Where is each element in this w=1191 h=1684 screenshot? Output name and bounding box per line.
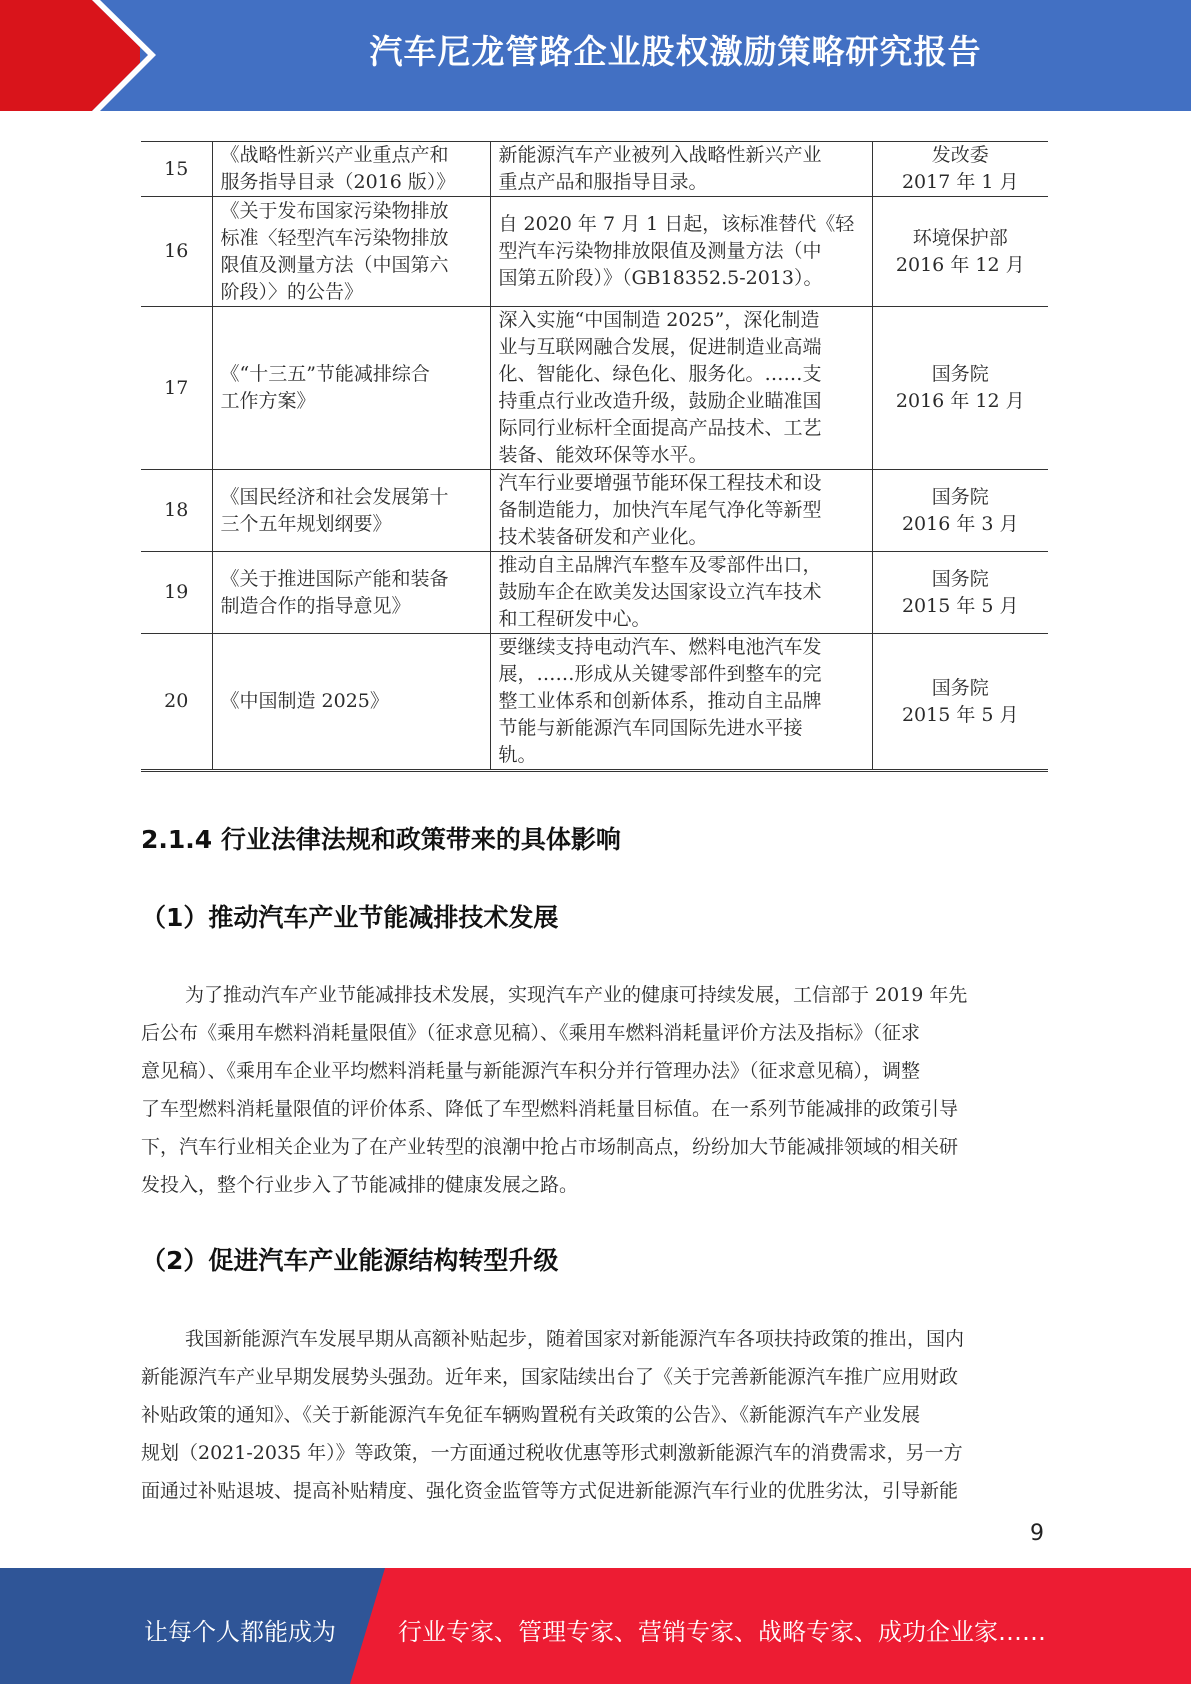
footer-slogan-left: 让每个人都能成为: [144, 1618, 336, 1646]
policy-content: 自 2020 年 7 月 1 日起，该标准替代《轻 型汽车污染物排放限值及测量方法（中 国第五阶段）》（GB18352.5-2013）。: [490, 197, 872, 307]
policy-content: 深入实施“中国制造 2025”，深化制造 业与互联网融合发展，促进制造业高端 化、智能化、绿色化、服务化。……支 持重点行业改造升级，鼓励企业瞄准国 际同行业标杆全面提高产品技术、工艺 装备、能效环保等水平。: [490, 307, 872, 470]
page-number: 9: [1030, 1521, 1044, 1546]
row-number: 17: [141, 307, 212, 470]
section-heading: 2.1.4 行业法律法规和政策带来的具体影响: [141, 825, 621, 854]
row-number: 18: [141, 470, 212, 552]
policy-name: 《战略性新兴产业重点产和 服务指导目录（2016 版）》: [212, 142, 490, 197]
page-header: [0, 0, 1191, 111]
policy-content: 汽车行业要增强节能环保工程技术和设 备制造能力，加快汽车尾气净化等新型 技术装备研发和产业化。: [490, 470, 872, 552]
policy-name: 《关于推进国际产能和装备 制造合作的指导意见》: [212, 552, 490, 634]
paragraph-2: 我国新能源汽车发展早期从高额补贴起步，随着国家对新能源汽车各项扶持政策的推出，国内 新能源汽车产业早期发展势头强劲。近年来，国家陆续出台了《关于完善新能源汽车推广应用财政 补贴政策的通知》、《关于新能源汽车免征车辆购置税有关政策的公告》、《新能源汽车产业发展 规划（2021-2035 年）》等政策，一方面通过税收优惠等形式刺激新能源汽车的消费需求，另一方 面通过补贴退坡、提高补贴精度、强化资金监管等方式促进新能源汽车行业的优胜劣汰，引导新能: [141, 1328, 965, 1502]
row-number: 16: [141, 197, 212, 307]
subsection-heading-1: （1）推动汽车产业节能减排技术发展: [141, 903, 559, 932]
policy-content: 要继续支持电动汽车、燃料电池汽车发 展，……形成从关键零部件到整车的完 整工业体系和创新体系，推动自主品牌 节能与新能源汽车同国际先进水平接 轨。: [490, 634, 872, 771]
table-row: [141, 552, 1048, 634]
issuer-date: 发改委 2017 年 1 月: [872, 142, 1048, 197]
policy-name: 《国民经济和社会发展第十 三个五年规划纲要》: [212, 470, 490, 552]
issuer-date: 国务院 2016 年 12 月: [872, 307, 1048, 470]
row-number: 19: [141, 552, 212, 634]
subsection-heading-2: （2）促进汽车产业能源结构转型升级: [141, 1246, 559, 1275]
policy-name: 《“十三五”节能减排综合 工作方案》: [212, 307, 490, 470]
table-row: [141, 307, 1048, 470]
policy-content: 推动自主品牌汽车整车及零部件出口， 鼓励车企在欧美发达国家设立汽车技术 和工程研发中心。: [490, 552, 872, 634]
policy-name: 《中国制造 2025》: [212, 634, 490, 771]
page-footer: [0, 1568, 1191, 1684]
table-row: [141, 197, 1048, 307]
row-number: 20: [141, 634, 212, 771]
report-title: 汽车尼龙管路企业股权激励策略研究报告: [369, 32, 982, 71]
row-number: 15: [141, 142, 212, 197]
table-row: [141, 634, 1048, 771]
paragraph-1: 为了推动汽车产业节能减排技术发展，实现汽车产业的健康可持续发展，工信部于 2019 年先 后公布《乘用车燃料消耗量限值》（征求意见稿）、《乘用车燃料消耗量评价方法及指标》（征求 意见稿）、《乘用车企业平均燃料消耗量与新能源汽车积分并行管理办法》（征求意见稿），调整 了车型燃料消耗量限值的评价体系、降低了车型燃料消耗量目标值。在一系列节能减排的政策引导 下，汽车行业相关企业为了在产业转型的浪潮中抢占市场制高点，纷纷加大节能减排领域的相关研 发投入，整个行业步入了节能减排的健康发展之路。: [141, 984, 968, 1196]
policy-name: 《关于发布国家污染物排放 标准〈轻型汽车污染物排放 限值及测量方法（中国第六 阶段）〉的公告》: [212, 197, 490, 307]
issuer-date: 国务院 2016 年 3 月: [872, 470, 1048, 552]
header-red-arrow: [0, 0, 140, 111]
issuer-date: 国务院 2015 年 5 月: [872, 634, 1048, 771]
table-row: [141, 470, 1048, 552]
issuer-date: 国务院 2015 年 5 月: [872, 552, 1048, 634]
policy-table: [141, 141, 1048, 772]
table-row: [141, 142, 1048, 197]
issuer-date: 环境保护部 2016 年 12 月: [872, 197, 1048, 307]
footer-slogan-right: 行业专家、管理专家、营销专家、战略专家、成功企业家……: [398, 1618, 1046, 1646]
policy-content: 新能源汽车产业被列入战略性新兴产业 重点产品和服指导目录。: [490, 142, 872, 197]
